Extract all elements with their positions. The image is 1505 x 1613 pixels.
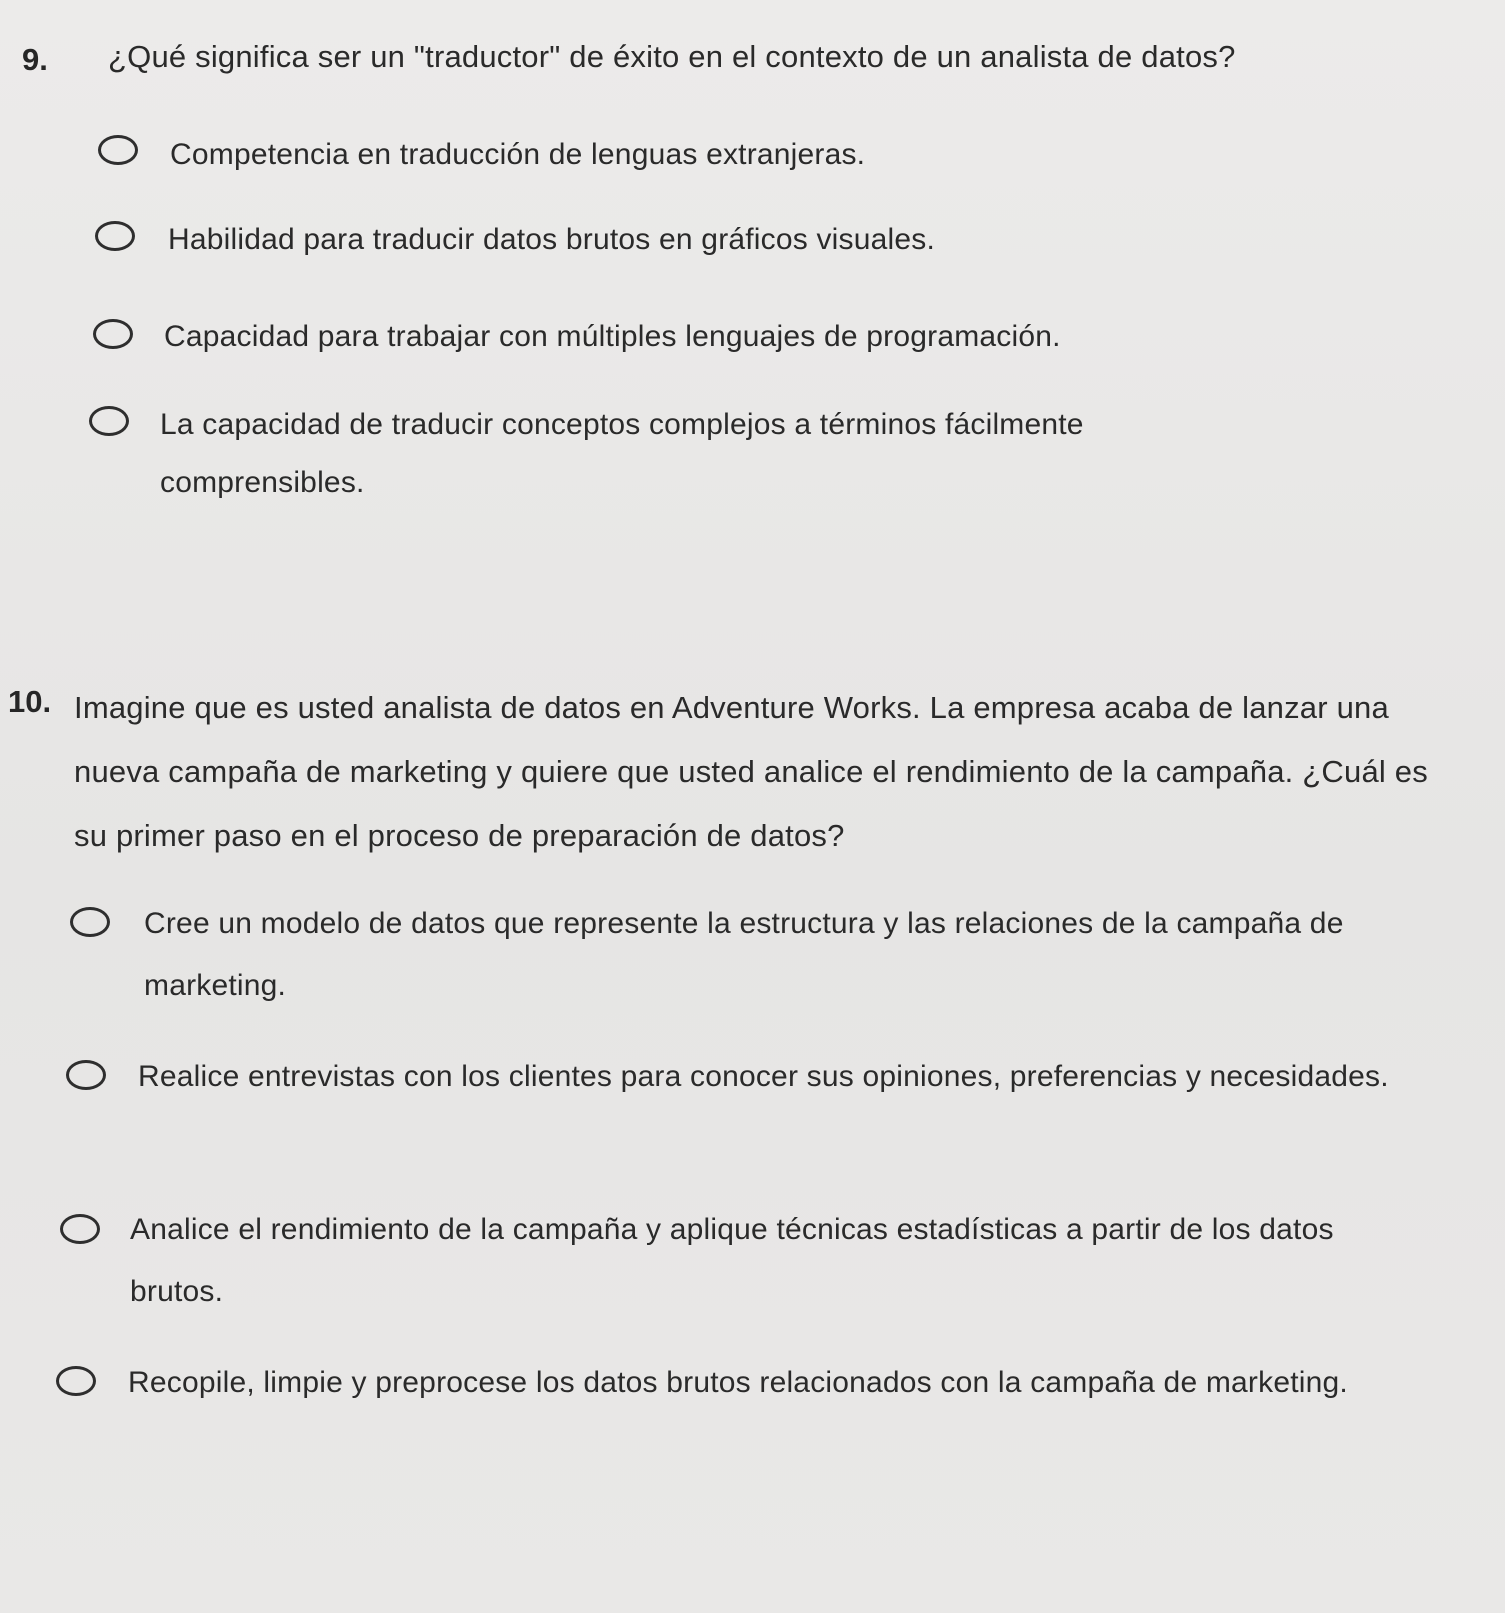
question-number: 10. xyxy=(8,684,52,719)
option-label: Capacidad para trabajar con múltiples lenguajes de programación. xyxy=(164,320,1061,353)
radio-button[interactable] xyxy=(93,319,133,349)
question-text: Imagine que es usted analista de datos en Adventure Works. La empresa acaba de lanzar una nueva campaña de marketing y quiere que usted analice el rendimiento de la campaña. ¿Cuál es su primer paso en el proceso de preparación de datos? xyxy=(74,690,1428,853)
question-text: ¿Qué significa ser un "traductor" de éxito en el contexto de un analista de datos? xyxy=(108,39,1236,74)
option-label: Habilidad para traducir datos brutos en gráficos visuales. xyxy=(168,223,936,256)
option-label: Analice el rendimiento de la campaña y aplique técnicas estadísticas a partir de los datos brutos. xyxy=(130,1213,1334,1308)
question-number: 9. xyxy=(22,42,48,77)
option-label: Realice entrevistas con los clientes para conocer sus opiniones, preferencias y necesidades. xyxy=(138,1060,1389,1093)
radio-button[interactable] xyxy=(56,1366,96,1396)
radio-button[interactable] xyxy=(89,406,129,436)
radio-button[interactable] xyxy=(70,907,110,937)
option-label: La capacidad de traducir conceptos complejos a términos fácilmente comprensibles. xyxy=(160,408,1084,499)
radio-button[interactable] xyxy=(66,1060,106,1090)
radio-button[interactable] xyxy=(95,221,135,251)
option-label: Recopile, limpie y preprocese los datos brutos relacionados con la campaña de marketing. xyxy=(128,1366,1348,1399)
radio-button[interactable] xyxy=(98,135,138,165)
option-label: Cree un modelo de datos que represente la estructura y las relaciones de la campaña de marketing. xyxy=(144,907,1344,1002)
option-label: Competencia en traducción de lenguas extranjeras. xyxy=(170,138,866,171)
radio-button[interactable] xyxy=(60,1214,100,1244)
